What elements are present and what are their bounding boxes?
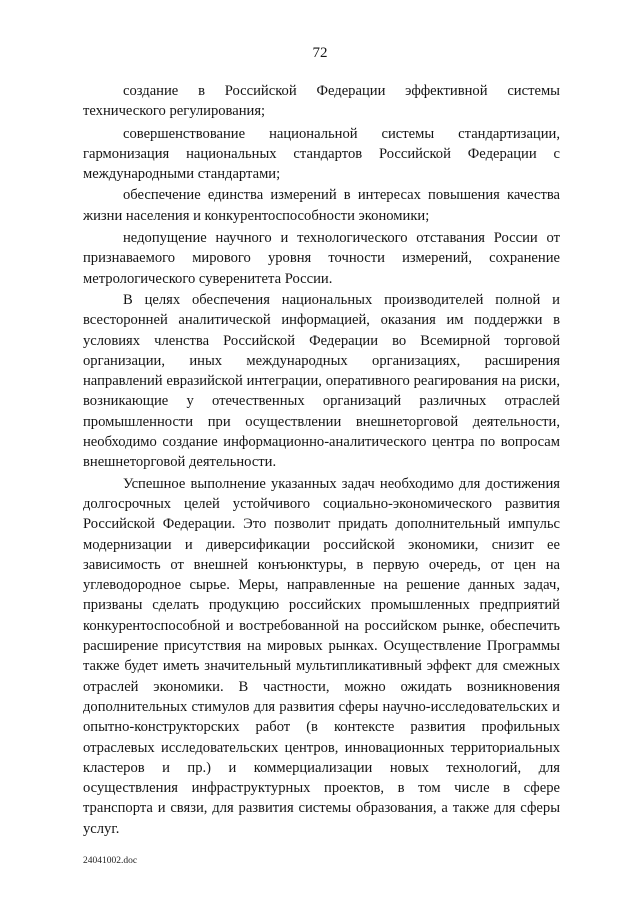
document-body bbox=[83, 81, 560, 839]
paragraph-analytical-center: В целях обеспечения национальных производителей полной и всесторонней аналитической информацией, оказания им поддержки в условиях членства Российской Федерации во Всемирной торговой организации, иных международных организациях, расширения направлений евразийской интеграции, оперативного реагирования на риски, возникающие у отечественных организаций различных отраслей промышленности при осуществлении внешнеторговой деятельности, необходимо создание информационно-аналитического центра по вопросам внешнеторговой деятельности. bbox=[83, 291, 560, 471]
page-number: 72 bbox=[312, 45, 328, 61]
paragraph-standardization: совершенствование национальной системы стандартизации, гармонизация национальных стандартов Российской Федерации с международными стандартами; bbox=[83, 125, 560, 183]
paragraph-technical-regulation: создание в Российской Федерации эффективной системы технического регулирования; bbox=[83, 83, 560, 120]
paragraph-metrological-sovereignty: недопущение научного и технологического отставания России от признаваемого мирового уровня точности измерений, сохранение метрологического суверенитета России. bbox=[83, 230, 560, 287]
paragraph-program-effects: Успешное выполнение указанных задач необходимо для достижения долгосрочных целей устойчивого социально-экономического развития Российской Федерации. Это позволит придать дополнительный импульс модернизации и диверсификации российской экономики, снизит ее зависимость от внешней конъюнктуры, в первую очередь, от цен на углеводородное сырье. Меры, направленные на решение данных задач, призваны сделать продукцию российских промышленных предприятий конкурентоспособной и востребованной на российском рынке, обеспечить расширение присутствия на мировых рынках. Осуществление Программы также будет иметь значительный мультипликативный эффект для смежных отраслей экономики. В частности, можно ожидать возникновения дополнительных стимулов для развития сферы научно-исследовательских и опытно-конструкторских работ (в контексте развития профильных отраслевых исследовательских центров, инновационных территориальных кластеров и пр.) и коммерциализации новых технологий, для осуществления инфраструктурных проектов, в том числе в сфере транспорта и связи, для развития системы образования, а также для сферы услуг. bbox=[83, 475, 560, 837]
paragraph-measurement-uniformity: обеспечение единства измерений в интересах повышения качества жизни населения и конкурентоспособности экономики; bbox=[83, 187, 560, 224]
footer-file-name: 24041002.doc bbox=[83, 856, 138, 866]
